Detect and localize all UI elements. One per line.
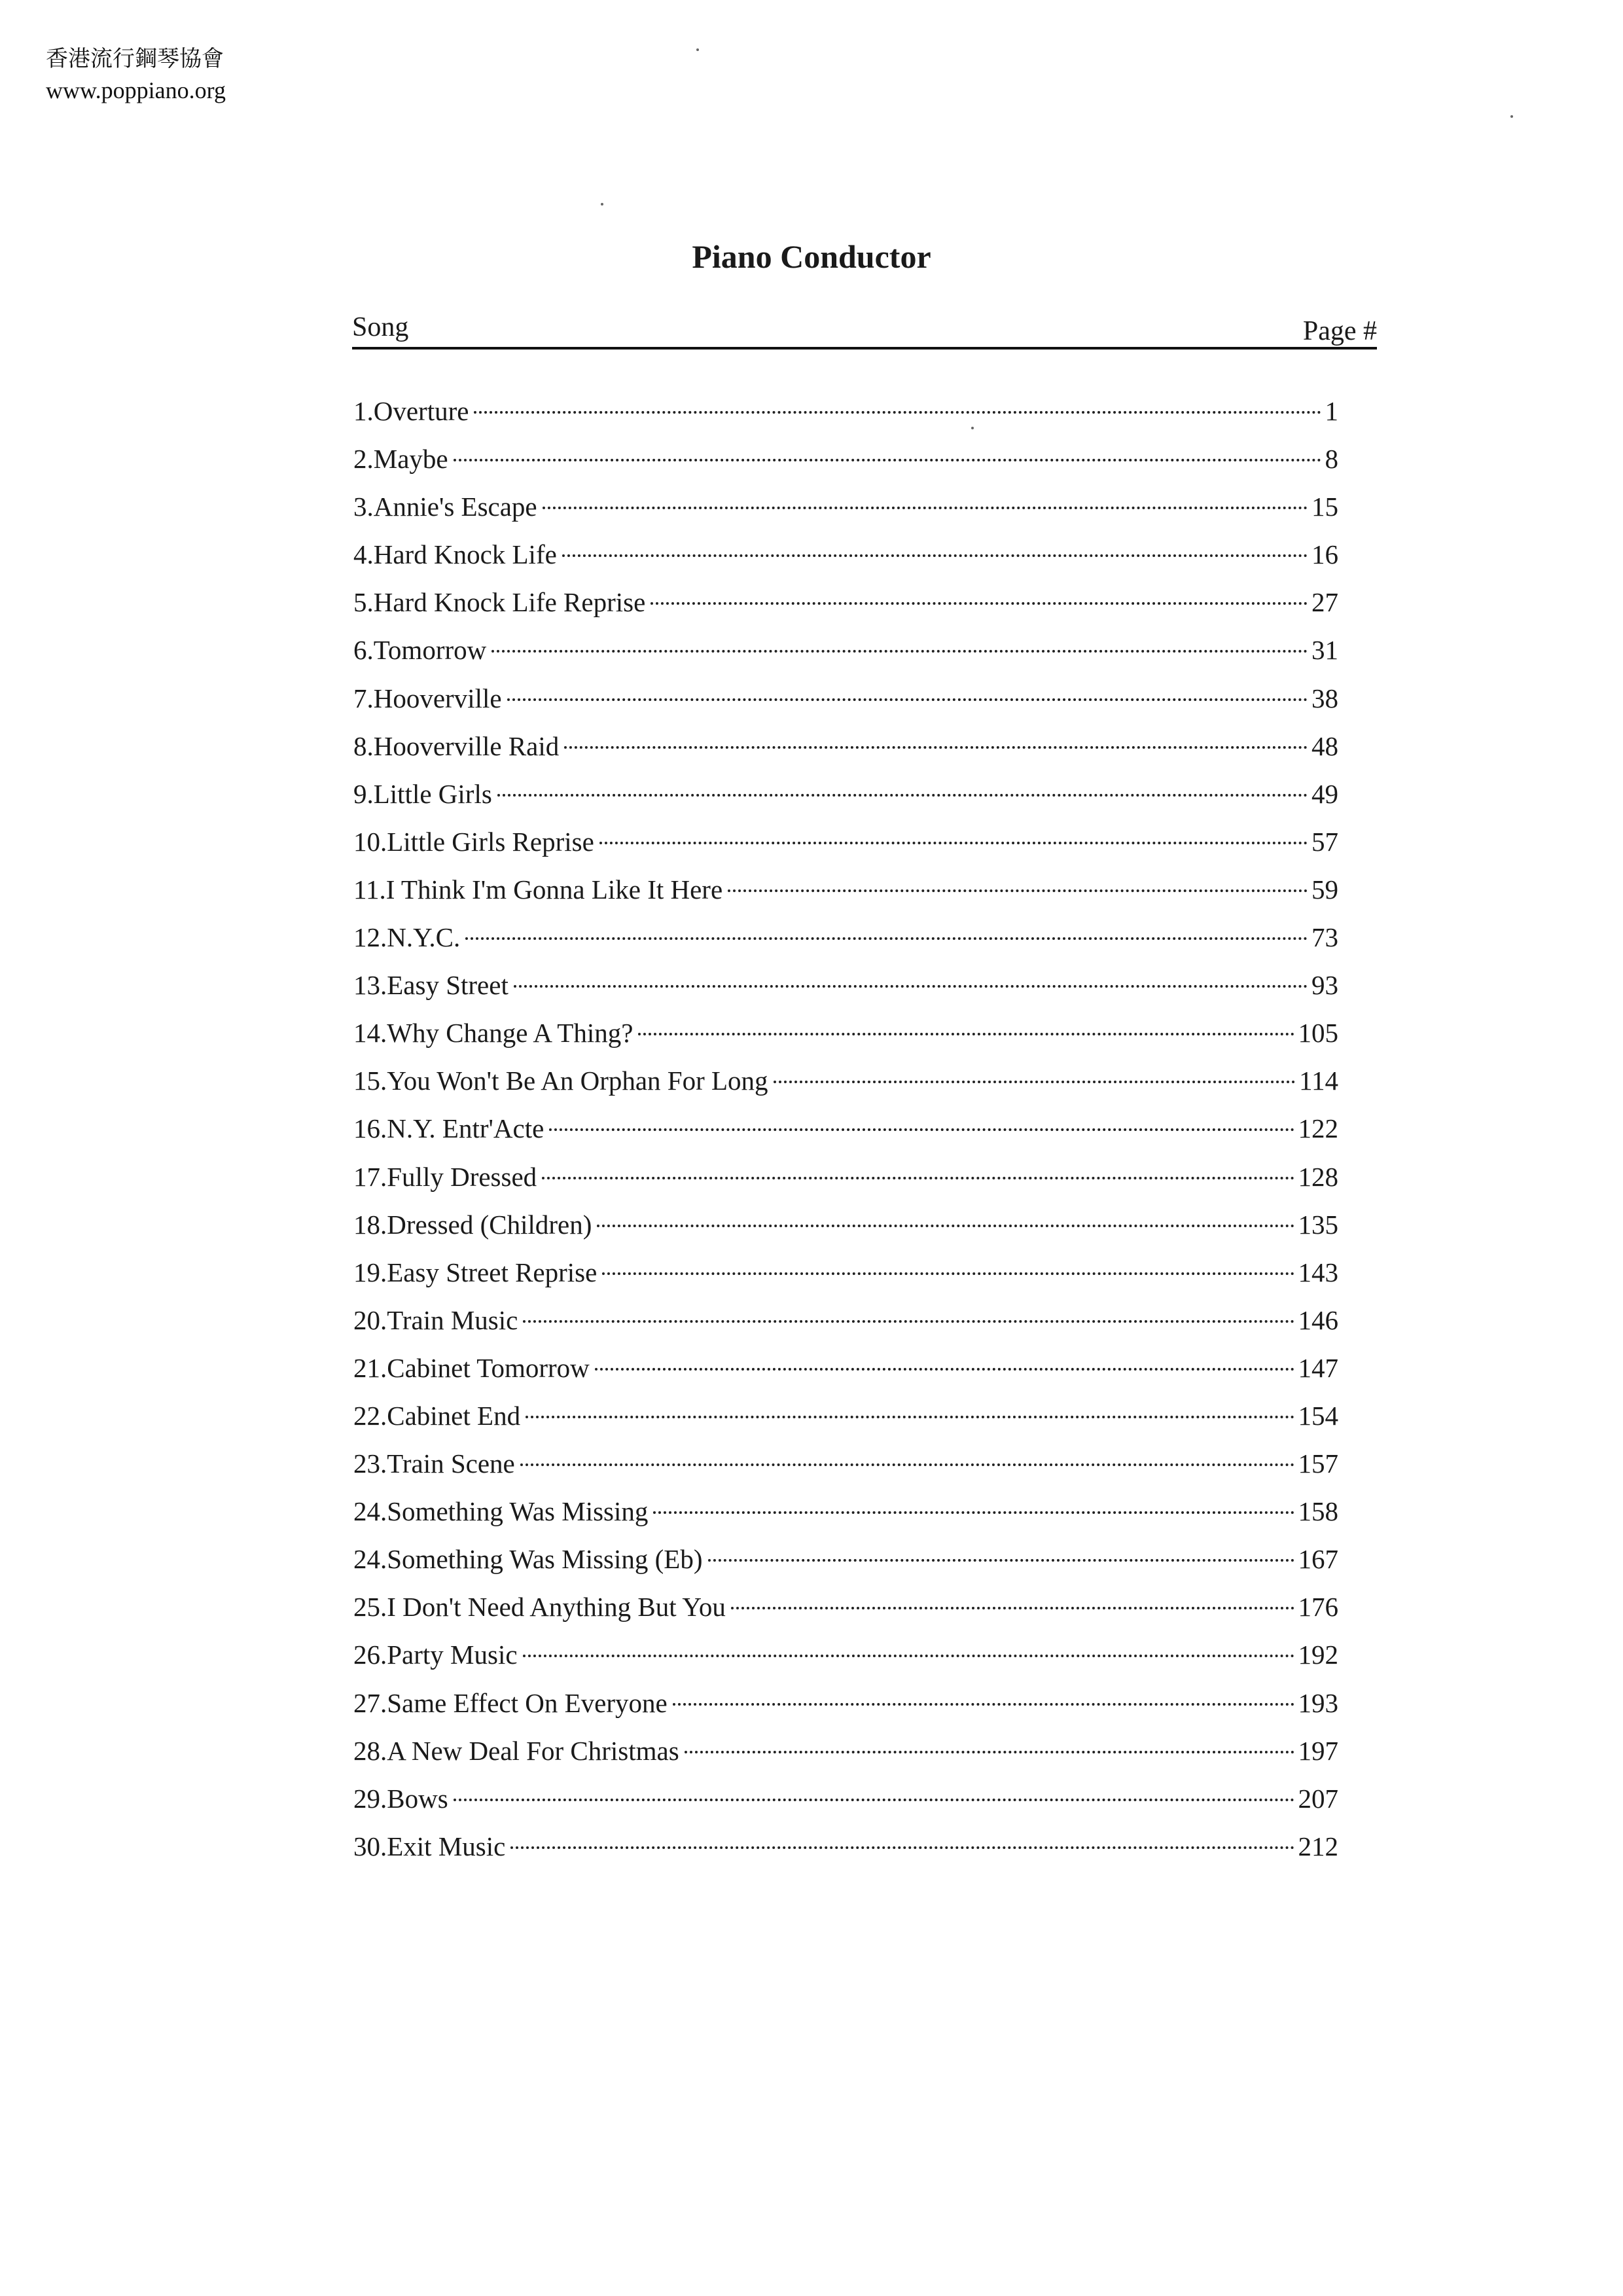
entry-title: Exit Music <box>387 1831 506 1861</box>
entry-page-number: 146 <box>1298 1304 1338 1335</box>
entry-number: 29. <box>353 1783 387 1814</box>
entry-number: 10. <box>353 826 387 857</box>
toc-entry <box>353 387 1338 435</box>
dot-leader <box>526 1416 1294 1418</box>
entry-number: 16. <box>353 1113 387 1144</box>
entry-page-number: 105 <box>1298 1018 1338 1049</box>
entry-title: Little Girls Reprise <box>387 826 594 857</box>
entry-page-number: 27 <box>1311 587 1338 618</box>
entry-page-number: 1 <box>1325 396 1338 426</box>
dot-leader <box>595 1368 1294 1371</box>
entry-number: 27. <box>353 1687 387 1718</box>
table-of-contents <box>353 387 1338 1871</box>
page-title: Piano Conductor <box>692 238 931 275</box>
dot-leader <box>454 1799 1294 1801</box>
dot-leader <box>491 650 1308 653</box>
entry-number: 20. <box>353 1304 387 1335</box>
entry-number: 24. <box>353 1496 387 1527</box>
entry-title: N.Y.C. <box>387 922 461 953</box>
toc-entry <box>353 1679 1338 1727</box>
entry-page-number: 31 <box>1311 635 1338 666</box>
toc-entry <box>353 1727 1338 1775</box>
toc-entry <box>353 1631 1338 1679</box>
entry-page-number: 93 <box>1311 970 1338 1001</box>
entry-title: Party Music <box>387 1640 518 1670</box>
entry-title: Cabinet Tomorrow <box>387 1352 590 1383</box>
entry-page-number: 128 <box>1298 1161 1338 1192</box>
entry-title: Something Was Missing <box>387 1496 649 1527</box>
entry-page-number: 8 <box>1325 444 1338 475</box>
entry-page-number: 154 <box>1298 1400 1338 1431</box>
entry-page-number: 207 <box>1298 1783 1338 1814</box>
dot-leader <box>507 698 1308 701</box>
dot-leader <box>562 554 1308 557</box>
page-column-label: Page # <box>1302 316 1377 346</box>
dot-leader <box>673 1703 1294 1706</box>
toc-entry <box>353 1440 1338 1488</box>
scan-speck <box>696 48 699 51</box>
entry-title: Little Girls <box>373 778 492 809</box>
dot-leader <box>542 1177 1294 1179</box>
entry-title: Why Change A Thing? <box>387 1018 633 1049</box>
entry-page-number: 147 <box>1298 1352 1338 1383</box>
entry-page-number: 197 <box>1298 1735 1338 1766</box>
toc-entry <box>353 1201 1338 1249</box>
entry-page-number: 38 <box>1311 683 1338 713</box>
toc-entry <box>353 531 1338 579</box>
entry-number: 9. <box>353 778 374 809</box>
entry-number: 6. <box>353 635 374 666</box>
entry-title: You Won't Be An Orphan For Long <box>387 1066 768 1096</box>
toc-entry <box>353 1249 1338 1297</box>
scan-speck <box>971 427 974 429</box>
toc-entry <box>353 1535 1338 1583</box>
toc-entry <box>353 579 1338 626</box>
song-column-label: Song <box>352 312 409 342</box>
entry-page-number: 212 <box>1298 1831 1338 1861</box>
entry-page-number: 135 <box>1298 1209 1338 1240</box>
entry-title: Fully Dressed <box>387 1161 537 1192</box>
watermark-site-url: www.poppiano.org <box>46 77 226 103</box>
entry-title: Hard Knock Life <box>373 539 557 570</box>
toc-entry <box>353 1009 1338 1057</box>
dot-leader <box>653 1511 1294 1514</box>
entry-page-number: 157 <box>1298 1448 1338 1479</box>
entry-page-number: 176 <box>1298 1592 1338 1623</box>
entry-number: 21. <box>353 1352 387 1383</box>
entry-title: Tomorrow <box>373 635 487 666</box>
toc-entry <box>353 1057 1338 1105</box>
entry-number: 3. <box>353 492 374 522</box>
watermark-chinese-name: 香港流行鋼琴協會 <box>46 46 224 72</box>
toc-entry <box>353 1153 1338 1201</box>
entry-title: Cabinet End <box>387 1400 521 1431</box>
entry-title: Annie's Escape <box>373 492 537 522</box>
entry-page-number: 59 <box>1311 874 1338 905</box>
dot-leader <box>602 1272 1294 1275</box>
entry-number: 1. <box>353 396 374 426</box>
entry-number: 18. <box>353 1209 387 1240</box>
entry-number: 15. <box>353 1066 387 1096</box>
entry-title: Easy Street Reprise <box>387 1257 597 1287</box>
entry-number: 5. <box>353 587 374 618</box>
toc-entry <box>353 1297 1338 1344</box>
entry-page-number: 167 <box>1298 1544 1338 1575</box>
toc-header <box>352 306 1377 350</box>
entry-number: 2. <box>353 444 374 475</box>
dot-leader <box>454 459 1321 461</box>
dot-leader <box>497 794 1308 797</box>
entry-number: 23. <box>353 1448 387 1479</box>
entry-title: Same Effect On Everyone <box>387 1687 668 1718</box>
dot-leader <box>514 985 1308 988</box>
entry-page-number: 192 <box>1298 1640 1338 1670</box>
entry-number: 7. <box>353 683 374 713</box>
dot-leader <box>523 1655 1294 1657</box>
dot-leader <box>728 889 1308 892</box>
dot-leader <box>465 937 1308 940</box>
entry-number: 25. <box>353 1592 387 1623</box>
entry-number: 26. <box>353 1640 387 1670</box>
dot-leader <box>685 1751 1294 1753</box>
dot-leader <box>543 507 1308 509</box>
entry-page-number: 193 <box>1298 1687 1338 1718</box>
entry-title: A New Deal For Christmas <box>387 1735 679 1766</box>
entry-page-number: 73 <box>1311 922 1338 953</box>
toc-entry <box>353 961 1338 1009</box>
dot-leader <box>549 1128 1294 1131</box>
entry-title: Easy Street <box>387 970 508 1001</box>
entry-number: 17. <box>353 1161 387 1192</box>
toc-entry <box>353 866 1338 914</box>
entry-title: I Don't Need Anything But You <box>387 1592 726 1623</box>
entry-page-number: 122 <box>1298 1113 1338 1144</box>
entry-title: Dressed (Children) <box>387 1209 592 1240</box>
dot-leader <box>651 602 1308 605</box>
entry-page-number: 15 <box>1311 492 1338 522</box>
toc-entry <box>353 1775 1338 1823</box>
entry-title: Bows <box>387 1783 448 1814</box>
toc-entry <box>353 770 1338 818</box>
entry-title: Train Music <box>387 1304 518 1335</box>
toc-entry <box>353 723 1338 770</box>
toc-entry <box>353 435 1338 483</box>
dot-leader <box>523 1320 1294 1323</box>
dot-leader <box>731 1607 1294 1609</box>
entry-page-number: 143 <box>1298 1257 1338 1287</box>
entry-title: I Think I'm Gonna Like It Here <box>385 874 723 905</box>
entry-page-number: 48 <box>1311 730 1338 761</box>
dot-leader <box>474 411 1321 414</box>
toc-entry <box>353 483 1338 531</box>
entry-number: 11. <box>353 874 386 905</box>
toc-entry <box>353 1823 1338 1871</box>
entry-page-number: 16 <box>1311 539 1338 570</box>
toc-entry <box>353 914 1338 961</box>
entry-title: Train Scene <box>387 1448 515 1479</box>
watermark <box>46 43 226 106</box>
dot-leader <box>564 746 1308 749</box>
entry-title: Maybe <box>373 444 448 475</box>
entry-number: 4. <box>353 539 374 570</box>
entry-number: 8. <box>353 730 374 761</box>
entry-title: N.Y. Entr'Acte <box>387 1113 544 1144</box>
entry-title: Something Was Missing (Eb) <box>387 1544 703 1575</box>
toc-entry <box>353 1105 1338 1153</box>
dot-leader <box>510 1846 1294 1849</box>
entry-number: 14. <box>353 1018 387 1049</box>
dot-leader <box>774 1081 1295 1083</box>
toc-entry <box>353 818 1338 866</box>
scan-speck <box>1510 115 1513 118</box>
toc-entry <box>353 626 1338 674</box>
entry-title: Hooverville <box>373 683 502 713</box>
entry-page-number: 114 <box>1299 1066 1338 1096</box>
toc-entry <box>353 1583 1338 1631</box>
entry-number: 24. <box>353 1544 387 1575</box>
scan-speck <box>601 203 603 206</box>
toc-entry <box>353 1344 1338 1392</box>
entry-number: 22. <box>353 1400 387 1431</box>
entry-page-number: 49 <box>1311 778 1338 809</box>
dot-leader <box>638 1033 1294 1035</box>
entry-page-number: 57 <box>1311 826 1338 857</box>
entry-title: Hard Knock Life Reprise <box>373 587 646 618</box>
entry-number: 12. <box>353 922 387 953</box>
entry-number: 19. <box>353 1257 387 1287</box>
dot-leader <box>520 1463 1294 1466</box>
entry-number: 30. <box>353 1831 387 1861</box>
entry-number: 28. <box>353 1735 387 1766</box>
entry-number: 13. <box>353 970 387 1001</box>
toc-entry <box>353 675 1338 723</box>
toc-entry <box>353 1392 1338 1440</box>
entry-title: Hooverville Raid <box>373 730 560 761</box>
entry-title: Overture <box>373 396 469 426</box>
toc-entry <box>353 1488 1338 1535</box>
entry-page-number: 158 <box>1298 1496 1338 1527</box>
dot-leader <box>597 1225 1294 1227</box>
dot-leader <box>708 1559 1294 1562</box>
dot-leader <box>599 842 1308 844</box>
